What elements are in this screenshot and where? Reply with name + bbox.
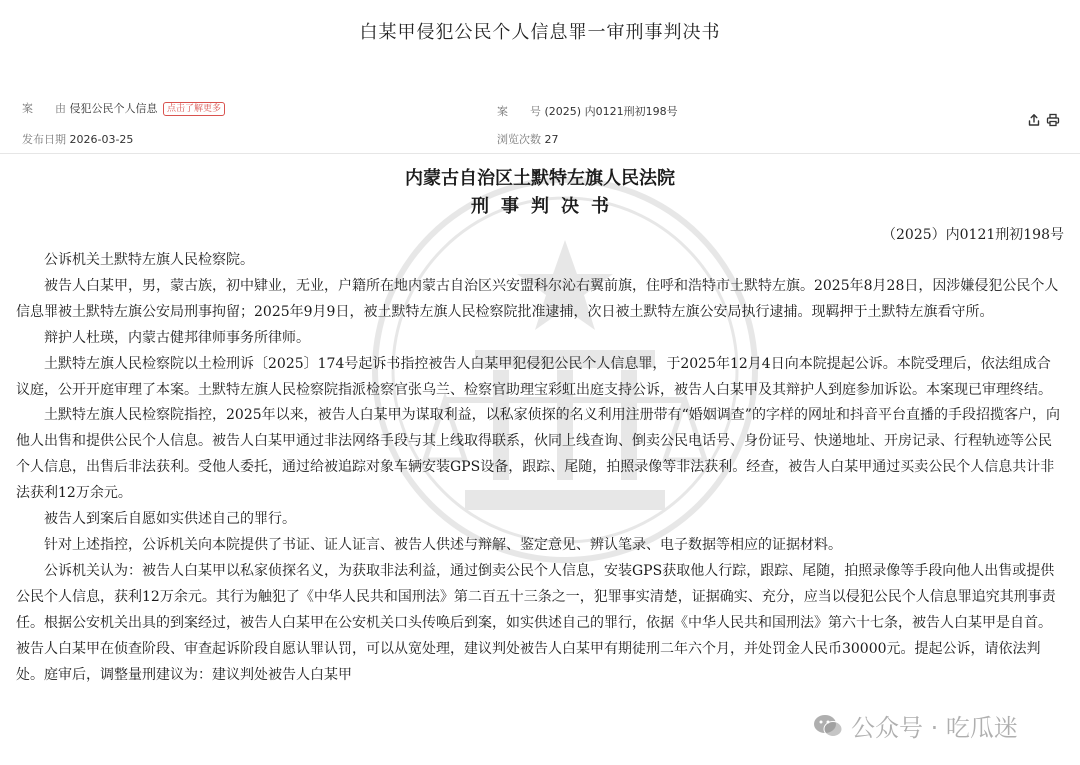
page-title: 白某甲侵犯公民个人信息罪一审刑事判决书 [359,22,721,43]
learn-more-button[interactable]: 点击了解更多 [163,102,225,116]
case-number: （2025）内0121刑初198号 [882,227,1064,243]
date-label: 发布日期 [22,133,66,146]
cause-label: 案 由 [22,102,66,115]
paragraph: 被告人白某甲，男，蒙古族，初中肄业，无业，户籍所在地内蒙古自治区兴安盟科尔沁右翼前旗，住呼和浩特市土默特左旗。2025年8月28日，因涉嫌侵犯公民个人信息罪被土默特左旗公安局刑事拘留；2025年9月9日，被土默特左旗人民检察院批准逮捕，次日被土默特左旗公安局执行逮捕。现羁押于土默特左旗看守所。 [16,277,1059,320]
meta-case [497,103,678,119]
toolbar [1027,113,1060,127]
paragraph: 土默特左旗人民检察院指控，2025年以来，被告人白某甲为谋取利益，以私家侦探的名义利用注册带有“婚姻调查”的字样的网址和抖音平台直播的手段招揽客户，向他人出售和提供公民个人信息。被告人白某甲通过非法网络手段与其上线取得联系，伙同上线查询、倒卖公民电话号、身份证号、快递地址、开房记录、行程轨迹等公民个人信息，出售后非法获利。受他人委托，通过给被追踪对象车辆安装GPS设备，跟踪、尾随，拍照录像等非法获利。经查，被告人白某甲通过买卖公民个人信息共计非法获利12万余元。 [16,407,1060,502]
paragraph: 土默特左旗人民检察院以土检刑诉〔2025〕174号起诉书指控被告人白某甲犯侵犯公民个人信息罪，于2025年12月4日向本院提起公诉。本院受理后，依法组成合议庭，公开开庭审理了本案。土默特左旗人民检察院指派检察官张乌兰、检察官助理宝彩虹出庭支持公诉，被告人白某甲及其辩护人到庭参加诉讼。本案现已审理终结。 [16,355,1052,398]
divider [0,153,1080,154]
paragraph: 辩护人杜瑛，内蒙古健邦律师事务所律师。 [44,329,310,346]
views-label: 浏览次数 [497,133,541,146]
watermark-text: 公众号 · 吃瓜迷 [851,714,1018,742]
wechat-icon [813,713,843,739]
meta-views [497,131,559,147]
print-icon[interactable] [1046,113,1060,127]
case-label: 案 号 [497,105,541,118]
paragraph: 针对上述指控，公诉机关向本院提供了书证、证人证言、被告人供述与辩解、鉴定意见、辨认笔录、电子数据等相应的证据材料。 [44,536,842,553]
meta-cause [22,100,225,116]
cause-value: 侵犯公民个人信息 [69,102,158,115]
paragraph: 公诉机关土默特左旗人民检察院。 [44,252,254,268]
case-value: (2025) 内0121刑初198号 [544,105,678,118]
paragraph: 公诉机关认为：被告人白某甲以私家侦探名义，为获取非法利益，通过倒卖公民个人信息，安装GPS获取他人行踪，跟踪、尾随，拍照录像等手段向他人出售或提供公民个人信息，获利12万余元。其行为触犯了《中华人民共和国刑法》第二百五十三条之一，犯罪事实清楚，证据确实、充分，应当以侵犯公民个人信息罪追究其刑事责任。根据公安机关出具的到案经过，被告人白某甲在公安机关口头传唤后到案，如实供述自己的罪行，依据《中华人民共和国刑法》第六十七条，被告人白某甲是自首。被告人白某甲在侦查阶段、审查起诉阶段自愿认罪认罚，可以从宽处理，建议判处被告人白某甲有期徒刑二年六个月，并处罚金人民币30000元。提起公诉，请依法判处。庭审后，调整量刑建议为：建议判处被告人白某甲 [16,562,1056,683]
meta-date [22,131,133,147]
views-value: 27 [544,133,559,146]
date-value: 2026-03-25 [69,133,134,146]
judgment-body [16,248,1064,688]
document-type: 刑事判决书 [471,196,621,217]
watermark [813,708,1018,743]
share-icon[interactable] [1027,113,1041,127]
court-name: 内蒙古自治区土默特左旗人民法院 [405,168,675,189]
paragraph: 被告人到案后自愿如实供述自己的罪行。 [44,511,296,528]
